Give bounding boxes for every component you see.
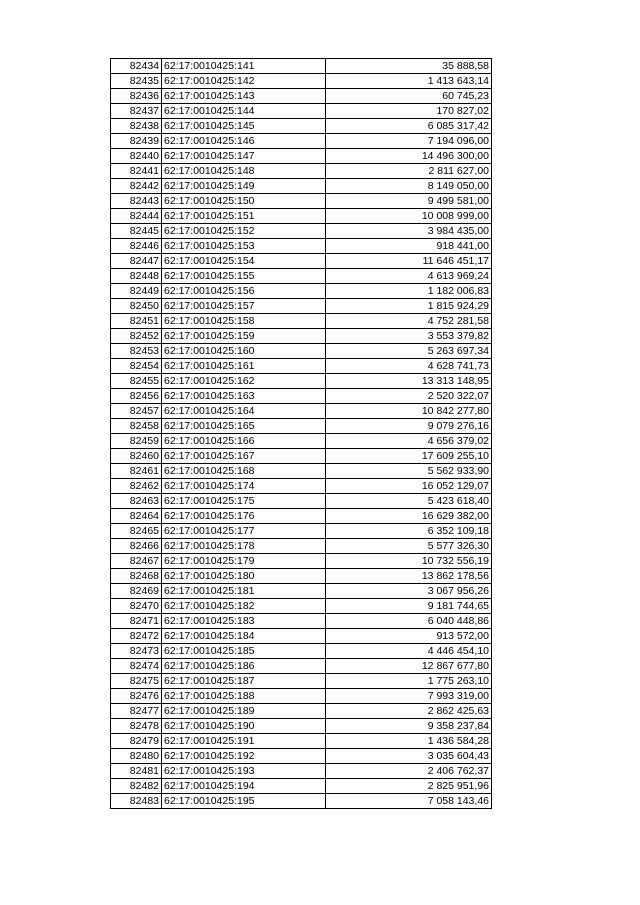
row-number-cell: 82456: [111, 389, 162, 404]
cadastral-number-cell: 62:17:0010425:151: [162, 209, 326, 224]
cadastral-number-cell: 62:17:0010425:176: [162, 509, 326, 524]
table-row: [111, 599, 492, 614]
value-cell: 7 058 143,46: [326, 794, 492, 809]
table-row: [111, 284, 492, 299]
row-number-cell: 82448: [111, 269, 162, 284]
value-cell: 35 888,58: [326, 59, 492, 74]
table-row: [111, 239, 492, 254]
cadastral-number-cell: 62:17:0010425:157: [162, 299, 326, 314]
cadastral-number-cell: 62:17:0010425:143: [162, 89, 326, 104]
table-row: [111, 464, 492, 479]
table-row: [111, 164, 492, 179]
cadastral-number-cell: 62:17:0010425:178: [162, 539, 326, 554]
table-row: [111, 359, 492, 374]
cadastral-number-cell: 62:17:0010425:152: [162, 224, 326, 239]
value-cell: 9 181 744,65: [326, 599, 492, 614]
row-number-cell: 82475: [111, 674, 162, 689]
cadastral-value-table: [110, 58, 492, 809]
table-row: [111, 344, 492, 359]
cadastral-number-cell: 62:17:0010425:149: [162, 179, 326, 194]
cadastral-number-cell: 62:17:0010425:156: [162, 284, 326, 299]
table-row: [111, 539, 492, 554]
value-cell: 1 815 924,29: [326, 299, 492, 314]
value-cell: 10 842 277,80: [326, 404, 492, 419]
table-row: [111, 134, 492, 149]
table-row: [111, 614, 492, 629]
cadastral-number-cell: 62:17:0010425:181: [162, 584, 326, 599]
row-number-cell: 82480: [111, 749, 162, 764]
row-number-cell: 82439: [111, 134, 162, 149]
table-row: [111, 524, 492, 539]
table-row: [111, 119, 492, 134]
table-row: [111, 419, 492, 434]
cadastral-number-cell: 62:17:0010425:164: [162, 404, 326, 419]
value-cell: 8 149 050,00: [326, 179, 492, 194]
value-cell: 60 745,23: [326, 89, 492, 104]
row-number-cell: 82463: [111, 494, 162, 509]
table-row: [111, 674, 492, 689]
value-cell: 7 993 319,00: [326, 689, 492, 704]
row-number-cell: 82471: [111, 614, 162, 629]
table-row: [111, 659, 492, 674]
value-cell: 2 406 762,37: [326, 764, 492, 779]
value-cell: 16 629 382,00: [326, 509, 492, 524]
cadastral-number-cell: 62:17:0010425:195: [162, 794, 326, 809]
table-row: [111, 299, 492, 314]
value-cell: 3 035 604,43: [326, 749, 492, 764]
cadastral-number-cell: 62:17:0010425:147: [162, 149, 326, 164]
value-cell: 7 194 096,00: [326, 134, 492, 149]
cadastral-number-cell: 62:17:0010425:158: [162, 314, 326, 329]
cadastral-number-cell: 62:17:0010425:159: [162, 329, 326, 344]
cadastral-number-cell: 62:17:0010425:193: [162, 764, 326, 779]
value-cell: 2 520 322,07: [326, 389, 492, 404]
row-number-cell: 82467: [111, 554, 162, 569]
value-cell: 3 553 379,82: [326, 329, 492, 344]
value-cell: 5 562 933,90: [326, 464, 492, 479]
table-row: [111, 689, 492, 704]
row-number-cell: 82476: [111, 689, 162, 704]
row-number-cell: 82446: [111, 239, 162, 254]
row-number-cell: 82458: [111, 419, 162, 434]
row-number-cell: 82449: [111, 284, 162, 299]
table-row: [111, 374, 492, 389]
cadastral-number-cell: 62:17:0010425:148: [162, 164, 326, 179]
row-number-cell: 82464: [111, 509, 162, 524]
value-cell: 11 646 451,17: [326, 254, 492, 269]
row-number-cell: 82483: [111, 794, 162, 809]
cadastral-number-cell: 62:17:0010425:166: [162, 434, 326, 449]
table-row: [111, 254, 492, 269]
row-number-cell: 82451: [111, 314, 162, 329]
value-cell: 6 352 109,18: [326, 524, 492, 539]
cadastral-number-cell: 62:17:0010425:145: [162, 119, 326, 134]
cadastral-number-cell: 62:17:0010425:186: [162, 659, 326, 674]
table-row: [111, 389, 492, 404]
value-cell: 9 079 276,16: [326, 419, 492, 434]
table-row: [111, 794, 492, 809]
row-number-cell: 82450: [111, 299, 162, 314]
table-row: [111, 764, 492, 779]
value-cell: 6 085 317,42: [326, 119, 492, 134]
cadastral-number-cell: 62:17:0010425:174: [162, 479, 326, 494]
cadastral-number-cell: 62:17:0010425:192: [162, 749, 326, 764]
value-cell: 4 628 741,73: [326, 359, 492, 374]
row-number-cell: 82442: [111, 179, 162, 194]
value-cell: 1 413 643,14: [326, 74, 492, 89]
cadastral-number-cell: 62:17:0010425:168: [162, 464, 326, 479]
row-number-cell: 82473: [111, 644, 162, 659]
table-row: [111, 554, 492, 569]
value-cell: 17 609 255,10: [326, 449, 492, 464]
value-cell: 9 358 237,84: [326, 719, 492, 734]
table-row: [111, 104, 492, 119]
row-number-cell: 82455: [111, 374, 162, 389]
cadastral-number-cell: 62:17:0010425:155: [162, 269, 326, 284]
cadastral-number-cell: 62:17:0010425:182: [162, 599, 326, 614]
row-number-cell: 82443: [111, 194, 162, 209]
value-cell: 2 862 425,63: [326, 704, 492, 719]
table-row: [111, 749, 492, 764]
table-row: [111, 629, 492, 644]
cadastral-number-cell: 62:17:0010425:184: [162, 629, 326, 644]
table-row: [111, 434, 492, 449]
value-cell: 4 446 454,10: [326, 644, 492, 659]
cadastral-number-cell: 62:17:0010425:185: [162, 644, 326, 659]
cadastral-number-cell: 62:17:0010425:141: [162, 59, 326, 74]
row-number-cell: 82441: [111, 164, 162, 179]
cadastral-number-cell: 62:17:0010425:189: [162, 704, 326, 719]
table-row: [111, 449, 492, 464]
row-number-cell: 82440: [111, 149, 162, 164]
cadastral-number-cell: 62:17:0010425:187: [162, 674, 326, 689]
table-row: [111, 194, 492, 209]
table-row: [111, 779, 492, 794]
cadastral-number-cell: 62:17:0010425:190: [162, 719, 326, 734]
row-number-cell: 82444: [111, 209, 162, 224]
value-cell: 5 423 618,40: [326, 494, 492, 509]
value-cell: 1 775 263,10: [326, 674, 492, 689]
cadastral-number-cell: 62:17:0010425:161: [162, 359, 326, 374]
value-cell: 1 182 006,83: [326, 284, 492, 299]
table-row: [111, 569, 492, 584]
cadastral-number-cell: 62:17:0010425:194: [162, 779, 326, 794]
row-number-cell: 82482: [111, 779, 162, 794]
row-number-cell: 82454: [111, 359, 162, 374]
row-number-cell: 82435: [111, 74, 162, 89]
table-row: [111, 89, 492, 104]
value-cell: 4 656 379,02: [326, 434, 492, 449]
table-row: [111, 644, 492, 659]
table-row: [111, 404, 492, 419]
cadastral-number-cell: 62:17:0010425:175: [162, 494, 326, 509]
value-cell: 918 441,00: [326, 239, 492, 254]
value-cell: 16 052 129,07: [326, 479, 492, 494]
cadastral-number-cell: 62:17:0010425:191: [162, 734, 326, 749]
row-number-cell: 82481: [111, 764, 162, 779]
row-number-cell: 82447: [111, 254, 162, 269]
row-number-cell: 82466: [111, 539, 162, 554]
table-row: [111, 149, 492, 164]
table-row: [111, 314, 492, 329]
value-cell: 10 732 556,19: [326, 554, 492, 569]
value-cell: 9 499 581,00: [326, 194, 492, 209]
value-cell: 913 572,00: [326, 629, 492, 644]
table-row: [111, 209, 492, 224]
value-cell: 3 067 956,26: [326, 584, 492, 599]
row-number-cell: 82477: [111, 704, 162, 719]
value-cell: 1 436 584,28: [326, 734, 492, 749]
cadastral-number-cell: 62:17:0010425:179: [162, 554, 326, 569]
table-row: [111, 479, 492, 494]
cadastral-number-cell: 62:17:0010425:153: [162, 239, 326, 254]
cadastral-number-cell: 62:17:0010425:146: [162, 134, 326, 149]
value-cell: 170 827,02: [326, 104, 492, 119]
row-number-cell: 82436: [111, 89, 162, 104]
row-number-cell: 82434: [111, 59, 162, 74]
row-number-cell: 82437: [111, 104, 162, 119]
table-row: [111, 719, 492, 734]
row-number-cell: 82470: [111, 599, 162, 614]
value-cell: 4 752 281,58: [326, 314, 492, 329]
value-cell: 4 613 969,24: [326, 269, 492, 284]
value-cell: 13 313 148,95: [326, 374, 492, 389]
row-number-cell: 82459: [111, 434, 162, 449]
row-number-cell: 82469: [111, 584, 162, 599]
value-cell: 13 862 178,56: [326, 569, 492, 584]
value-cell: 14 496 300,00: [326, 149, 492, 164]
cadastral-number-cell: 62:17:0010425:163: [162, 389, 326, 404]
row-number-cell: 82461: [111, 464, 162, 479]
table-row: [111, 704, 492, 719]
cadastral-number-cell: 62:17:0010425:188: [162, 689, 326, 704]
table-row: [111, 584, 492, 599]
cadastral-number-cell: 62:17:0010425:167: [162, 449, 326, 464]
table-row: [111, 329, 492, 344]
row-number-cell: 82474: [111, 659, 162, 674]
row-number-cell: 82472: [111, 629, 162, 644]
row-number-cell: 82479: [111, 734, 162, 749]
row-number-cell: 82445: [111, 224, 162, 239]
cadastral-number-cell: 62:17:0010425:162: [162, 374, 326, 389]
value-cell: 5 263 697,34: [326, 344, 492, 359]
value-cell: 3 984 435,00: [326, 224, 492, 239]
cadastral-number-cell: 62:17:0010425:180: [162, 569, 326, 584]
table-body: [111, 59, 492, 809]
cadastral-number-cell: 62:17:0010425:177: [162, 524, 326, 539]
cadastral-number-cell: 62:17:0010425:165: [162, 419, 326, 434]
row-number-cell: 82478: [111, 719, 162, 734]
value-cell: 10 008 999,00: [326, 209, 492, 224]
cadastral-number-cell: 62:17:0010425:183: [162, 614, 326, 629]
row-number-cell: 82438: [111, 119, 162, 134]
cadastral-number-cell: 62:17:0010425:144: [162, 104, 326, 119]
cadastral-number-cell: 62:17:0010425:142: [162, 74, 326, 89]
table-row: [111, 509, 492, 524]
value-cell: 5 577 326,30: [326, 539, 492, 554]
table-row: [111, 74, 492, 89]
row-number-cell: 82462: [111, 479, 162, 494]
value-cell: 12 867 677,80: [326, 659, 492, 674]
table-row: [111, 494, 492, 509]
row-number-cell: 82460: [111, 449, 162, 464]
cadastral-number-cell: 62:17:0010425:160: [162, 344, 326, 359]
table-row: [111, 269, 492, 284]
row-number-cell: 82457: [111, 404, 162, 419]
table-row: [111, 59, 492, 74]
row-number-cell: 82452: [111, 329, 162, 344]
table-row: [111, 734, 492, 749]
value-cell: 6 040 448,86: [326, 614, 492, 629]
row-number-cell: 82465: [111, 524, 162, 539]
row-number-cell: 82453: [111, 344, 162, 359]
table-row: [111, 179, 492, 194]
row-number-cell: 82468: [111, 569, 162, 584]
table-row: [111, 224, 492, 239]
value-cell: 2 811 627,00: [326, 164, 492, 179]
cadastral-number-cell: 62:17:0010425:150: [162, 194, 326, 209]
value-cell: 2 825 951,96: [326, 779, 492, 794]
cadastral-number-cell: 62:17:0010425:154: [162, 254, 326, 269]
